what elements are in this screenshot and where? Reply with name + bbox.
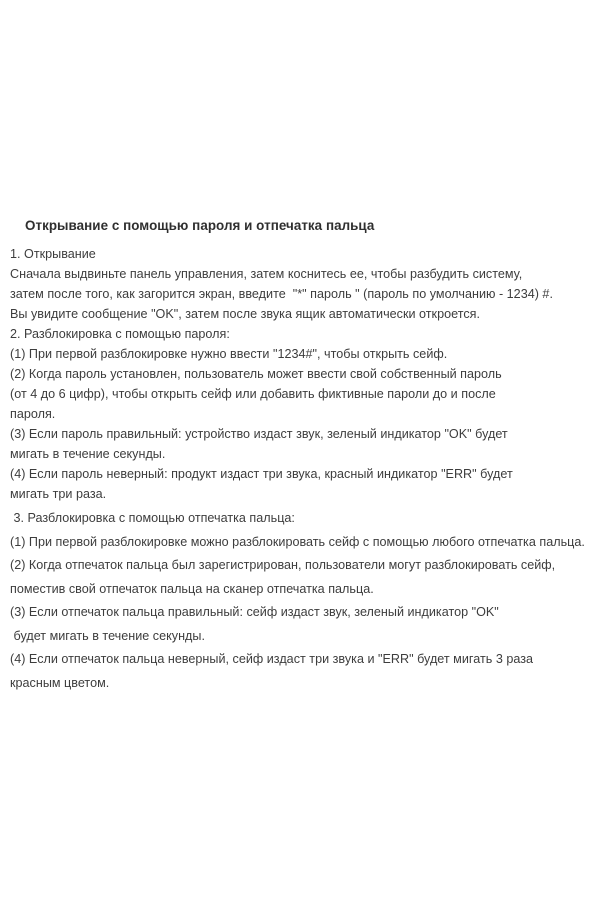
- section-line: (4) Если отпечаток пальца неверный, сейф издаст три звука и "ERR" будет мигать 3 раза: [10, 652, 534, 666]
- section-line: (3) Если отпечаток пальца правильный: сейф издаст звук, зеленый индикатор "OK": [10, 605, 499, 619]
- sections-group-secondary: [0, 507, 600, 695]
- section-line: затем после того, как загорится экран, введите "*" пароль " (пароль по умолчанию - 1234) #.: [10, 287, 553, 301]
- section-line: (4) Если пароль неверный: продукт издаст три звука, красный индикатор "ERR" будет: [10, 467, 513, 481]
- section-line: будет мигать в течение секунды.: [10, 628, 205, 643]
- section-line: Вы увидите сообщение "OK", затем после звука ящик автоматически откроется.: [10, 307, 480, 321]
- section-heading: 3. Разблокировка с помощью отпечатка пальца:: [10, 511, 295, 525]
- section-fingerprint-unlock: [10, 507, 600, 695]
- section-opening: [10, 244, 600, 324]
- section-line: поместив свой отпечаток пальца на сканер отпечатка пальца.: [10, 581, 374, 596]
- section-line: (3) Если пароль правильный: устройство издаст звук, зеленый индикатор "OK" будет: [10, 427, 508, 441]
- page-title: Открывание с помощью пароля и отпечатка пальца: [25, 218, 375, 233]
- section-line: (2) Когда отпечаток пальца был зарегистрирован, пользователи могут разблокировать сейф,: [10, 558, 556, 572]
- section-line: пароля.: [10, 407, 56, 421]
- section-line: мигать в течение секунды.: [10, 447, 166, 461]
- section-line: (1) При первой разблокировке нужно ввести "1234#", чтобы открыть сейф.: [10, 347, 448, 361]
- section-password-unlock: [10, 324, 600, 504]
- section-line: (1) При первой разблокировке можно разблокировать сейф с помощью любого отпечатка пальца.: [10, 534, 585, 549]
- section-line: (от 4 до 6 цифр), чтобы открыть сейф или добавить фиктивные пароли до и после: [10, 387, 496, 401]
- section-line: (2) Когда пароль установлен, пользователь может ввести свой собственный пароль: [10, 367, 502, 381]
- section-line: Сначала выдвиньте панель управления, затем коснитесь ее, чтобы разбудить систему,: [10, 267, 523, 281]
- sections-group-primary: [0, 244, 600, 504]
- section-line: мигать три раза.: [10, 487, 107, 501]
- section-heading: 1. Открывание: [10, 247, 96, 261]
- section-heading: 2. Разблокировка с помощью пароля:: [10, 327, 230, 341]
- section-line: красным цветом.: [10, 675, 110, 690]
- document-content: [0, 216, 600, 695]
